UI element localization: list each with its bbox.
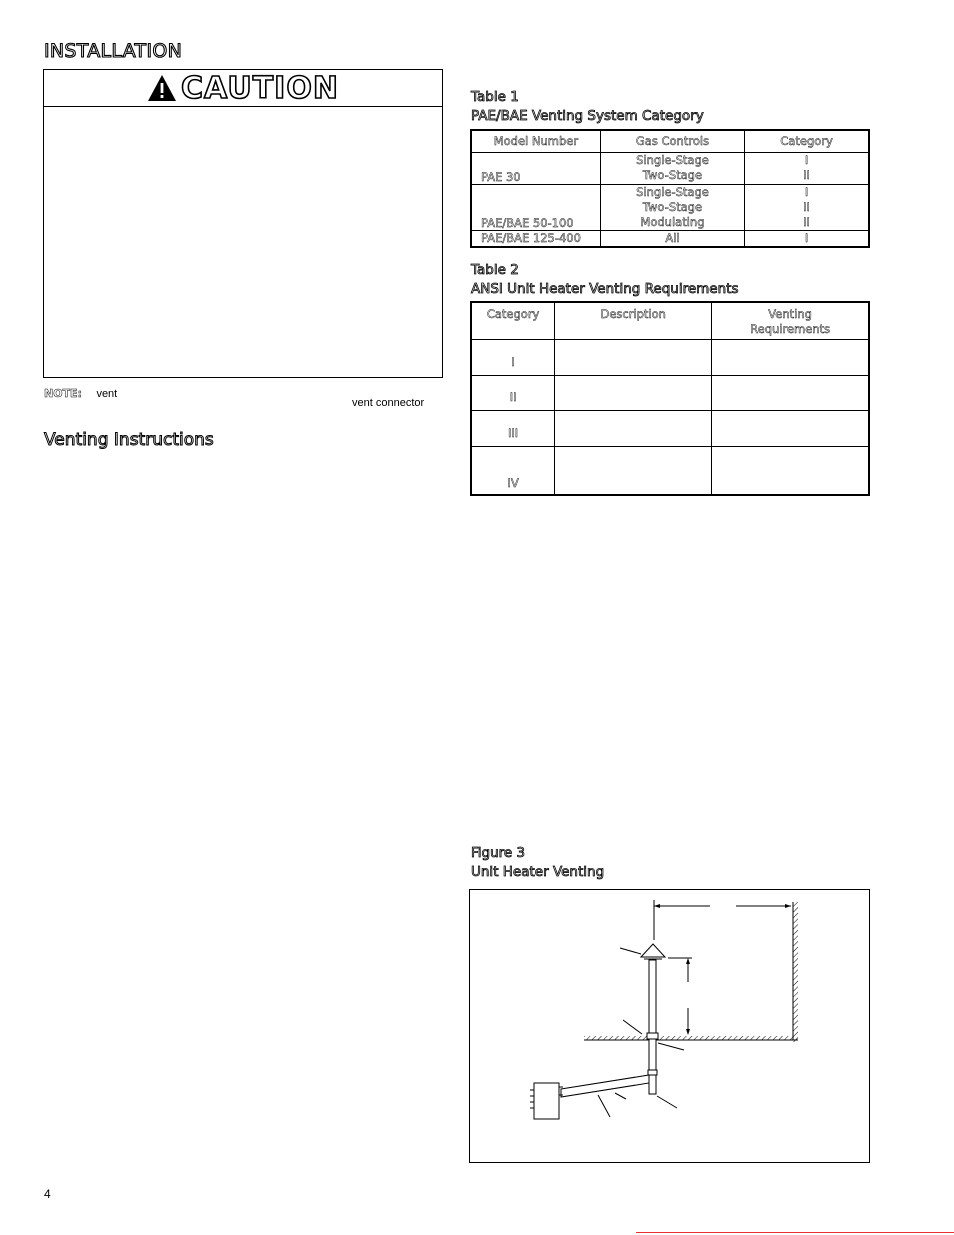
table1-category (745, 152, 869, 184)
table1-header-controls: Gas Controls (600, 130, 744, 152)
table-row (471, 339, 869, 375)
table1-header-model: Model Number (471, 130, 600, 152)
venting-instructions-heading: Venting Instructions (44, 430, 214, 450)
table2-header-venting (712, 302, 869, 339)
unit-heater-venting-diagram (470, 890, 871, 1164)
controls-value: Modulating (640, 214, 705, 229)
table2-description (555, 446, 712, 495)
table1-label: Table 1 (471, 89, 519, 105)
category-value: II (803, 199, 810, 214)
table1-title: PAE/BAE Venting System Category (471, 108, 704, 124)
note-text-2: vent connector (352, 397, 425, 409)
note-label: NOTE: (44, 387, 82, 400)
note-line (44, 384, 117, 402)
table2-description (555, 339, 712, 375)
table-row (471, 152, 869, 184)
table1-controls (600, 184, 744, 230)
table1-category (745, 184, 869, 230)
note-text: vent (96, 388, 118, 400)
table1-controls: All (600, 230, 744, 247)
figure3-box (469, 889, 870, 1163)
table1-header-category: Category (745, 130, 869, 152)
table2-title: ANSI Unit Heater Venting Requirements (471, 281, 739, 297)
footer-rule (636, 1232, 954, 1233)
table2-category: IV (471, 446, 555, 495)
table2-header-category: Category (471, 302, 555, 339)
table2-description (555, 375, 712, 410)
table2-caption (471, 261, 738, 299)
table-row (471, 446, 869, 495)
table2-requirements (712, 446, 869, 495)
table-row (471, 230, 869, 247)
caution-word: CAUTION (181, 70, 339, 106)
page-number: 4 (44, 1187, 51, 1201)
table2-label: Table 2 (471, 262, 519, 278)
controls-value: Single-Stage (636, 184, 709, 199)
controls-value: Two-Stage (642, 168, 703, 182)
controls-value: Two-Stage (642, 199, 703, 214)
caution-box (43, 69, 443, 378)
table2-description (555, 410, 712, 446)
table2 (470, 301, 870, 496)
warning-triangle-icon (147, 73, 177, 103)
figure3-title: Unit Heater Venting (471, 864, 605, 880)
table1-model: PAE/BAE 50-100 (471, 184, 600, 230)
table-row (471, 410, 869, 446)
category-value: II (803, 168, 810, 182)
controls-value: Single-Stage (636, 153, 709, 167)
table-row (471, 375, 869, 410)
table2-requirements (712, 339, 869, 375)
caution-header (44, 70, 442, 107)
table1 (470, 129, 870, 248)
category-value: II (803, 214, 810, 229)
section-title: INSTALLATION (44, 40, 183, 62)
table2-category: III (471, 410, 555, 446)
table-row (471, 184, 869, 230)
table2-header-description: Description (555, 302, 712, 339)
figure3-label: Figure 3 (471, 845, 526, 861)
table1-category: I (745, 230, 869, 247)
header-venting-line2: Requirements (750, 322, 831, 336)
category-value: I (804, 184, 809, 199)
table2-requirements (712, 410, 869, 446)
figure3-caption (471, 844, 604, 882)
header-venting-line1: Venting (768, 307, 812, 321)
table2-category: I (471, 339, 555, 375)
table1-model: PAE/BAE 125-400 (471, 230, 600, 247)
table1-caption (471, 88, 704, 126)
table1-controls (600, 152, 744, 184)
table2-category: II (471, 375, 555, 410)
table2-requirements (712, 375, 869, 410)
category-value: I (804, 153, 809, 167)
table1-model: PAE 30 (471, 152, 600, 184)
